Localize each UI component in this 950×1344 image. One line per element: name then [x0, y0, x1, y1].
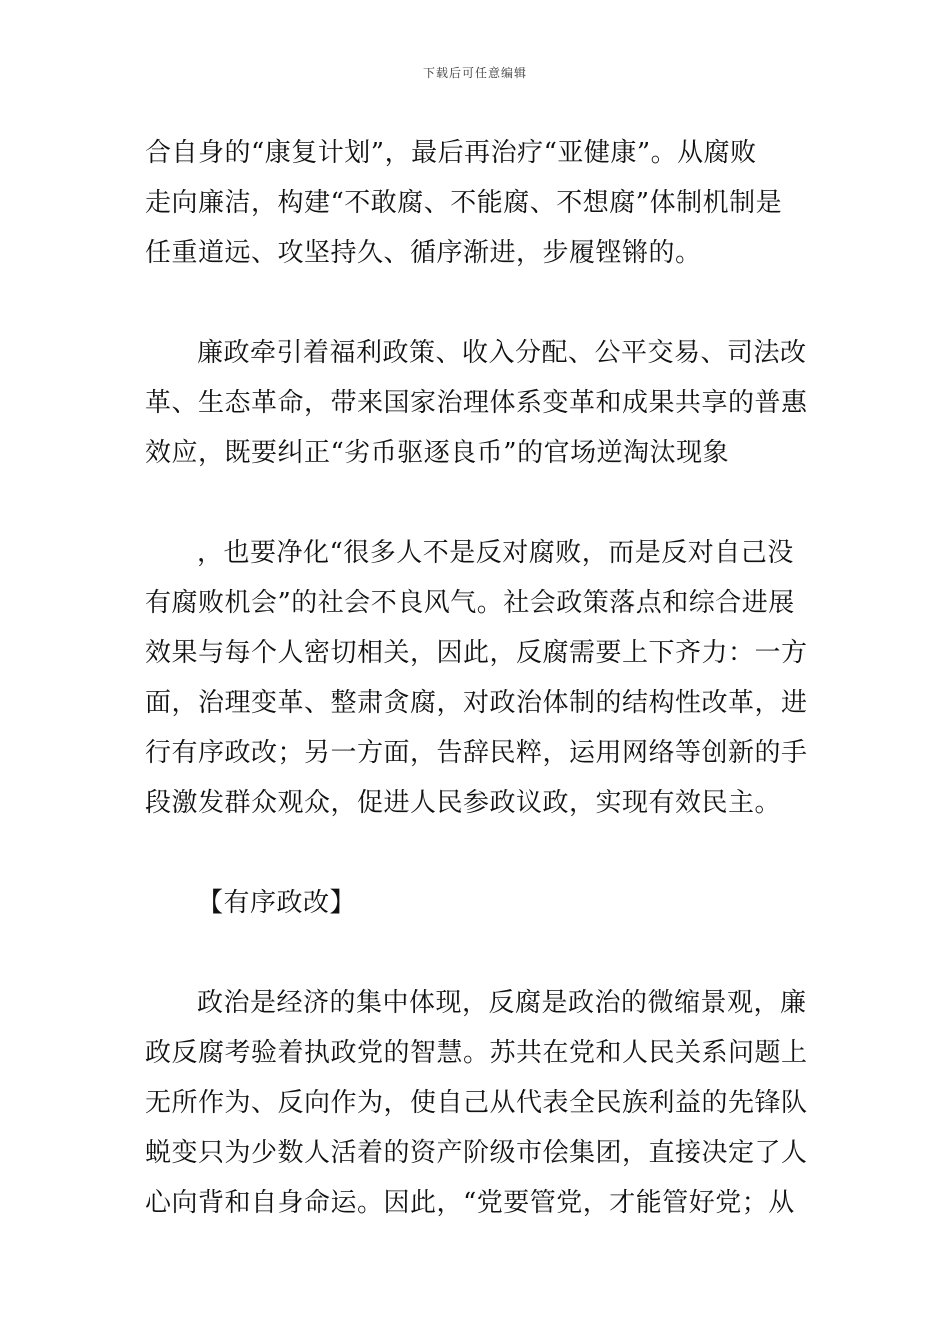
text-line: 走向廉洁，构建“不敢腐、不能腐、不想腐”体制机制是 — [145, 188, 783, 218]
paragraph-spacer — [145, 928, 810, 978]
text-line: 面，治理变革、整肃贪腐，对政治体制的结构性改革，进 — [145, 688, 808, 718]
text-line: 任重道远、攻坚持久、循序渐进，步履铿锵的。 — [145, 238, 702, 268]
text-line: 廉政牵引着福利政策、收入分配、公平交易、司法改 — [197, 338, 807, 368]
text-line: 政反腐考验着执政党的智慧。苏共在党和人民关系问题上 — [145, 1038, 808, 1068]
paragraph-spacer — [145, 478, 810, 528]
text-line: 行有序政改；另一方面，告辞民粹，运用网络等创新的手 — [145, 738, 808, 768]
paragraph — [145, 328, 810, 478]
text-line: 有腐败机会”的社会不良风气。社会政策落点和综合进展 — [145, 588, 795, 618]
paragraph-spacer — [145, 828, 810, 878]
text-line: 心向背和自身命运。因此，“党要管党，才能管好党；从 — [145, 1188, 795, 1218]
text-line: 合自身的“康复计划”，最后再治疗“亚健康”。从腐败 — [145, 138, 757, 168]
text-line: 效应，既要纠正“劣币驱逐良币”的官场逆淘汰现象 — [145, 438, 730, 468]
paragraph — [145, 128, 810, 278]
section-heading: 【有序政改】 — [197, 888, 357, 918]
text-line: ，也要净化“很多人不是反对腐败，而是反对自己没 — [197, 538, 794, 568]
text-line: 革、生态革命，带来国家治理体系变革和成果共享的普惠 — [145, 388, 808, 418]
text-line: 蜕变只为少数人活着的资产阶级市侩集团，直接决定了人 — [145, 1138, 808, 1168]
paragraph — [145, 978, 810, 1228]
text-line: 效果与每个人密切相关，因此，反腐需要上下齐力：一方 — [145, 638, 808, 668]
text-line: 段激发群众观众，促进人民参政议政，实现有效民主。 — [145, 788, 782, 818]
page-header-note: 下载后可任意编辑 — [422, 66, 527, 80]
document-body — [145, 128, 810, 1228]
text-line: 政治是经济的集中体现，反腐是政治的微缩景观，廉 — [197, 988, 807, 1018]
text-line: 无所作为、反向作为，使自己从代表全民族利益的先锋队 — [145, 1088, 808, 1118]
paragraph — [145, 528, 810, 828]
paragraph-spacer — [145, 278, 810, 328]
